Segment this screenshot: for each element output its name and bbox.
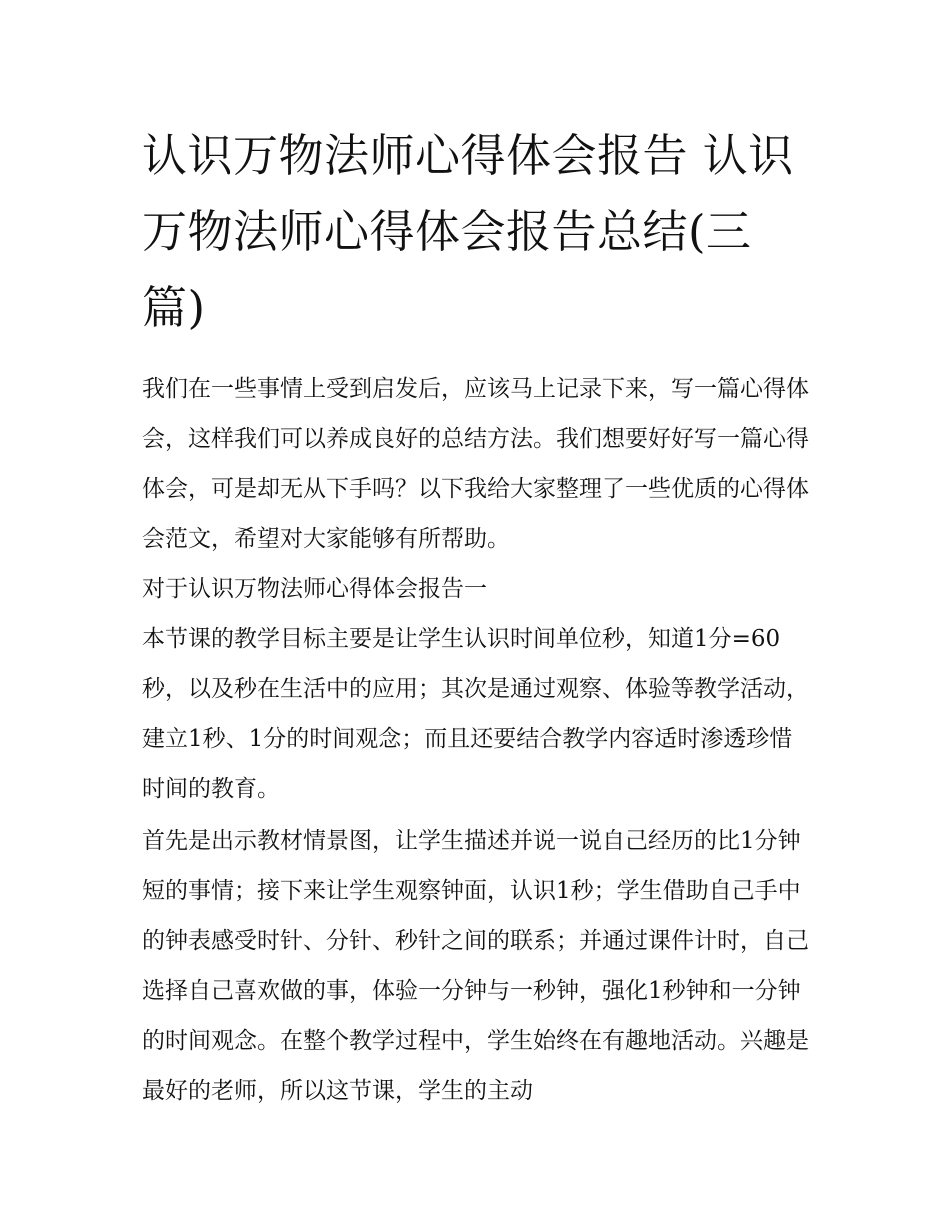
document-body: [142, 118, 814, 1116]
document-title: 认识万物法师心得体会报告 认识万物法师心得体会报告总结(三篇): [142, 129, 794, 334]
section-heading: 对于认识万物法师心得体会报告一: [142, 576, 487, 602]
body-paragraph-1: 本节课的教学目标主要是让学生认识时间单位秒，知道1分=60秒，以及秒在生活中的应用；其次是通过观察、体验等教学活动，建立1秒、1分的时间观念；而且还要结合教学内容适时渗透珍惜时间的教育。: [142, 626, 809, 802]
body-paragraph-2: 首先是出示教材情景图，让学生描述并说一说自己经历的比1分钟短的事情；接下来让学生观察钟面，认识1秒；学生借助自己手中的钟表感受时针、分针、秒针之间的联系；并通过课件计时，自己选择自己喜欢做的事，体验一分钟与一秒钟，强化1秒钟和一分钟的时间观念。在整个教学过程中，学生始终在有趣地活动。兴趣是最好的老师，所以这节课，学生的主动: [142, 828, 809, 1104]
intro-paragraph: 我们在一些事情上受到启发后，应该马上记录下来，写一篇心得体会，这样我们可以养成良好的总结方法。我们想要好好写一篇心得体会，可是却无从下手吗？以下我给大家整理了一些优质的心得体会范文，希望对大家能够有所帮助。: [142, 376, 809, 552]
